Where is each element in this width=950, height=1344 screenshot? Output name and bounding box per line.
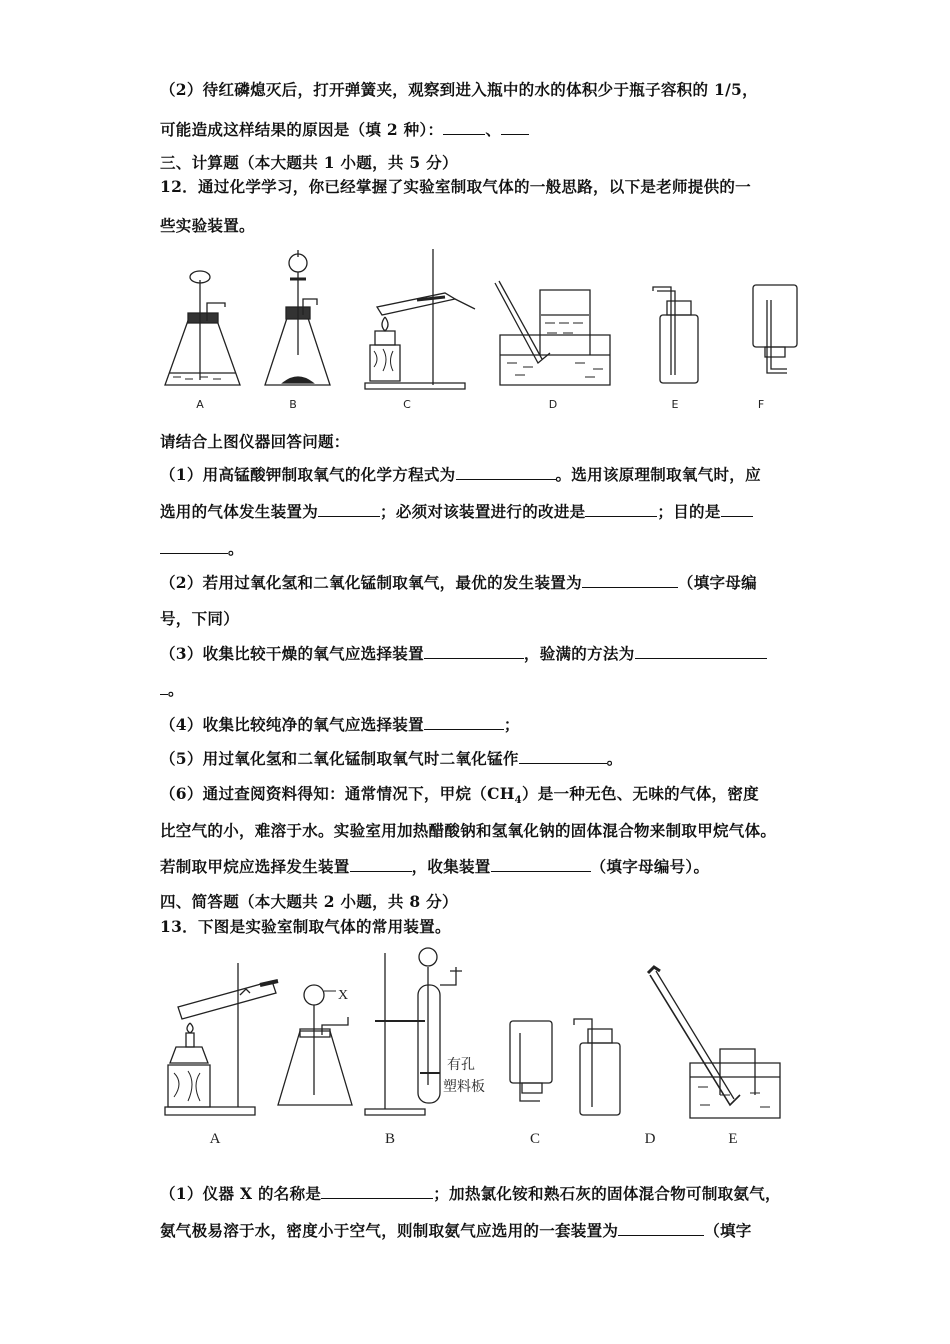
plate-label-2: 塑料板 (443, 1079, 485, 1095)
apparatus-D (495, 281, 610, 385)
answer-blank[interactable] (491, 857, 591, 872)
answer-blank[interactable] (350, 857, 412, 872)
q12-part4 (160, 713, 520, 735)
q12-part6-line2: 比空气的小，难溶于水。实验室用加热醋酸钠和氢氧化钠的固体混合物来制取甲烷气体。 (160, 821, 777, 840)
figure-2-apparatus (160, 945, 790, 1150)
q12-part6-text: ，收集装置 (411, 857, 491, 876)
q13-part1-text: 氨气极易溶于水，密度小于空气，则制取氨气应选用的一套装置为 (160, 1221, 619, 1240)
q12-part1-text: 选用的气体发生装置为 (160, 502, 319, 521)
q13-part1-line1 (160, 1182, 781, 1204)
figure-1-apparatus (155, 245, 815, 420)
figure-2-label: D (644, 1131, 656, 1147)
x-label: X (338, 988, 349, 1003)
q12-part1-line2 (160, 500, 753, 522)
subscript-4: 4 (514, 795, 522, 807)
q12-part1-text: 。选用该原理制取氧气时，应 (555, 465, 761, 484)
figure-2-label: E (728, 1131, 738, 1147)
apparatus-C (365, 249, 475, 389)
apparatus-F (753, 285, 797, 373)
q12-intro-line1: 12．通过化学学习，你已经掌握了实验室制取气体的一般思路，以下是老师提供的一 (160, 177, 751, 196)
q12-part3-text: 。 (168, 680, 184, 699)
q12-part3-text: ，验满的方法为 (523, 644, 635, 663)
figure-2-label: A (209, 1131, 221, 1147)
section-3-heading: 三、计算题（本大题共 1 小题，共 5 分） (160, 153, 458, 172)
answer-blank[interactable] (635, 644, 767, 659)
apparatus-A (165, 271, 240, 385)
q12-part1-text: （1）用高锰酸钾制取氧气的化学方程式为 (160, 465, 456, 484)
apparatus-2E (648, 967, 780, 1118)
q12-part6-line3 (160, 855, 709, 877)
apparatus-2B-flask (278, 985, 352, 1105)
q13-part1-text: （填字 (704, 1221, 752, 1240)
answer-blank[interactable] (424, 715, 504, 730)
q12-part4-text: ； (503, 715, 520, 734)
separator-text: 、 (485, 120, 502, 139)
q12-part1-text: 。 (228, 539, 244, 558)
q11-part2-line1: （2）待红磷熄灭后，打开弹簧夹，观察到进入瓶中的水的体积少于瓶子容积的 1/5， (160, 80, 758, 99)
q13-part1-text: ；加热氯化铵和熟石灰的固体混合物可制取氨气， (433, 1184, 781, 1203)
answer-blank[interactable] (721, 502, 753, 517)
apparatus-E (653, 287, 698, 383)
figure-1-label: D (548, 398, 558, 411)
q12-prompt: 请结合上图仪器回答问题： (160, 432, 350, 451)
q12-part2-line2: 号，下同） (160, 609, 240, 628)
apparatus-2C (510, 1021, 552, 1101)
q12-part2-line1 (160, 571, 757, 593)
q12-intro-line2: 些实验装置。 (160, 216, 255, 235)
answer-blank[interactable] (618, 1221, 704, 1236)
answer-blank[interactable] (424, 644, 524, 659)
q12-part6-text: 若制取甲烷应选择发生装置 (160, 857, 350, 876)
answer-blank[interactable] (321, 1184, 433, 1199)
apparatus-2A (165, 963, 278, 1115)
q12-part3-line2 (160, 678, 184, 700)
q12-part5-text: （5）用过氧化氢和二氧化锰制取氧气时二氧化锰作 (160, 749, 519, 768)
q12-part6-line1 (160, 782, 759, 806)
figure-2-label: B (384, 1131, 396, 1147)
answer-blank[interactable] (443, 120, 485, 135)
figure-1-label: F (757, 398, 765, 411)
answer-blank[interactable] (582, 573, 678, 588)
figure-2-label: C (529, 1131, 541, 1147)
q12-part6-text: （填字母编号）。 (590, 857, 710, 876)
answer-blank[interactable] (160, 680, 168, 695)
answer-blank[interactable] (318, 502, 380, 517)
answer-blank[interactable] (160, 539, 228, 554)
apparatus-B (265, 250, 330, 385)
figure-1-label: B (289, 398, 297, 411)
q11-part2-line2 (160, 118, 529, 140)
figure-1-label: A (196, 398, 204, 411)
q13-part1-text: （1）仪器 X 的名称是 (160, 1184, 322, 1203)
answer-blank[interactable] (585, 502, 657, 517)
answer-blank[interactable] (501, 120, 529, 135)
q12-part4-text: （4）收集比较纯净的氧气应选择装置 (160, 715, 424, 734)
plate-label-1: 有孔 (447, 1057, 475, 1073)
answer-blank[interactable] (456, 465, 556, 480)
q12-part3-text: （3）收集比较干燥的氧气应选择装置 (160, 644, 424, 663)
q12-part2-text: （2）若用过氧化氢和二氧化锰制取氧气，最优的发生装置为 (160, 573, 582, 592)
q12-part6-text: ）是一种无色、无味的气体，密度 (521, 784, 759, 803)
q13-part1-line2 (160, 1219, 752, 1241)
q12-part2-text: （填字母编 (677, 573, 757, 592)
q11-part2-text: 可能造成这样结果的原因是（填 2 种）： (160, 120, 444, 139)
q12-part1-text: ；必须对该装置进行的改进是 (380, 502, 586, 521)
apparatus-2D (574, 1019, 620, 1115)
q12-part1-text: ；目的是 (657, 502, 721, 521)
section-4-heading: 四、简答题（本大题共 2 小题，共 8 分） (160, 892, 458, 911)
q12-part1-line1 (160, 463, 761, 485)
q12-part6-text: （6）通过查阅资料得知：通常情况下，甲烷（CH (160, 784, 515, 803)
q12-part5 (160, 747, 623, 769)
figure-1-label: E (671, 398, 679, 411)
q12-part1-line3 (160, 537, 244, 559)
answer-blank[interactable] (519, 749, 607, 764)
q13-intro: 13．下图是实验室制取气体的常用装置。 (160, 917, 451, 936)
q12-part5-text: 。 (606, 749, 623, 768)
figure-1-label: C (403, 398, 411, 411)
q12-part3-line1 (160, 642, 767, 664)
